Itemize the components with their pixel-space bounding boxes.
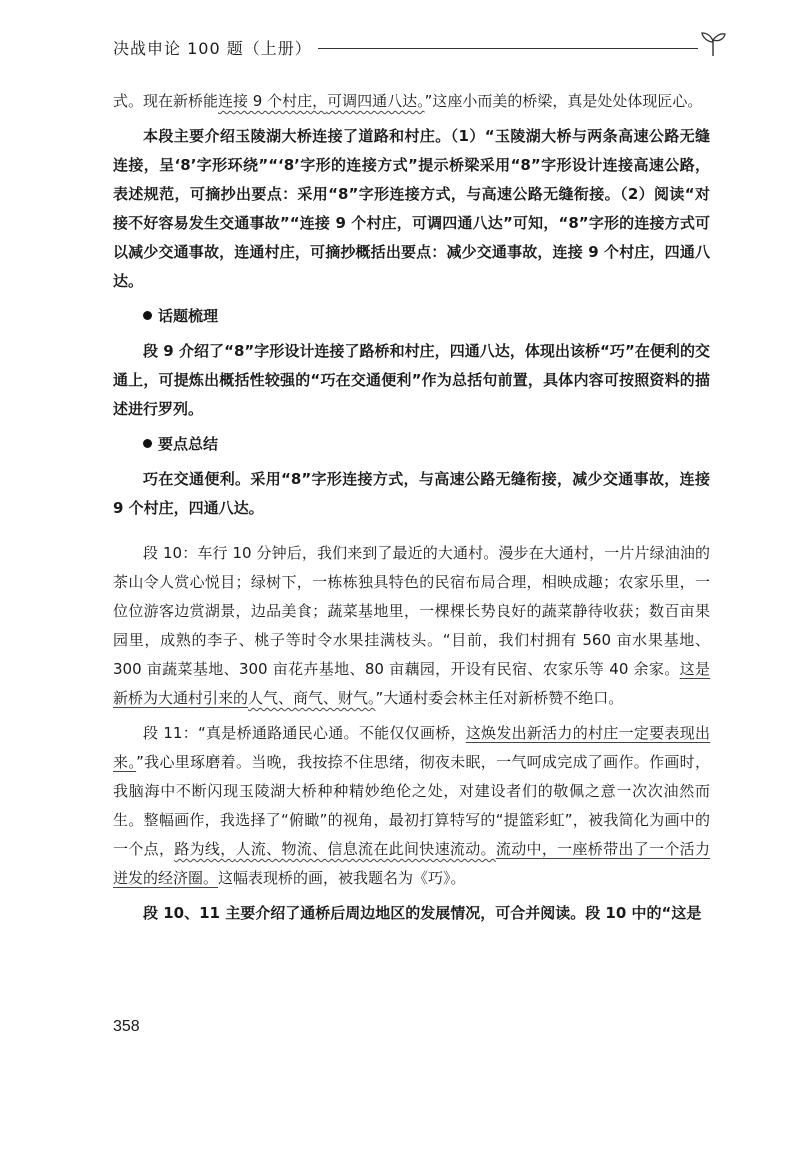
p1-text-d: ”这座小而美的桥梁，真是处处体现匠心。 [424, 92, 703, 110]
p1-underline-access: 可调四通八达。 [327, 92, 425, 110]
paragraph-1 [113, 87, 710, 116]
p11-underline-flows: 人流、物流、信息流在此间快速流动。 [235, 840, 496, 858]
bullet-dot-icon [143, 311, 152, 320]
p10-text-d: ”大通村委会林主任对新桥赞不绝口。 [375, 689, 624, 707]
section-gap [113, 529, 710, 539]
p10-text-a: 段 10：车行 10 分钟后，我们来到了最近的大通村。漫步在大通村，一片片绿油油的茶山令人赏心悦目；绿树下，一栋栋独具特色的民宿布局合理，相映成趣；农家乐里，一位位游客边赏湖景，边品美食；蔬菜基地里，一棵棵长势良好的蔬菜静待收获；数百亩果园里，成熟的李子、桃子等时令水果挂满枝头。“目前，我们村拥有 560 亩水果基地、300 亩蔬菜基地、300 亩花卉基地、80 亩藕园，开设有民宿、农家乐等 40 余家。 [113, 544, 710, 678]
p1-underline-connect: 连接 9 个村庄， [218, 92, 328, 110]
p10-underline-bridge: 这是新桥为大通村引来的 [113, 660, 710, 707]
page-body [113, 87, 710, 934]
bullet-topic [113, 302, 710, 331]
p11-underline-economy: 一座桥带出了一个活力迸发的经济圈。 [113, 840, 710, 887]
material-paragraph-10 [113, 539, 710, 713]
p10-underline-popularity: 人气、商气、财气。 [248, 689, 376, 707]
analysis-paragraph-3: 段 10、11 主要介绍了通桥后周边地区的发展情况，可合并阅读。段 10 中的“这是 [143, 904, 702, 922]
p11-underline-flowing: 流动中， [495, 840, 558, 858]
p11-text-a: 段 11：“真是桥通路通民心通。不能仅仅画桥， [143, 724, 466, 742]
p11-underline-road: 路为线， [174, 840, 236, 858]
sprout-icon [698, 28, 728, 58]
book-title: 决战申论 100 题（上册） [113, 36, 318, 59]
p11-text-h: 这幅表现桥的画，被我题名为《巧》。 [218, 869, 466, 887]
p1-text-a: 式。现在新桥能 [113, 92, 219, 110]
page-number: 358 [113, 1018, 140, 1035]
bullet-dot-icon [143, 439, 152, 448]
running-header [113, 32, 728, 62]
p11-underline-village: 这焕发出新活力的村庄一定要表现出来。 [113, 724, 710, 771]
analysis-paragraph-2: 段 9 介绍了“8”字形设计连接了路桥和村庄，四通八达，体现出该桥“巧”在便利的交通上，可提炼出概括性较强的“巧在交通便利”作为总括句前置，具体内容可按照资料的描述进行罗列。 [113, 342, 710, 418]
bullet-summary [113, 430, 710, 459]
material-paragraph-11 [113, 719, 710, 893]
bullet-topic-label: 话题梳理 [158, 307, 219, 325]
summary-paragraph: 巧在交通便利。采用“8”字形连接方式，与高速公路无缝衔接，减少交通事故，连接 9 个村庄，四通八达。 [113, 470, 710, 517]
bullet-summary-label: 要点总结 [158, 435, 219, 453]
analysis-paragraph-1: 本段主要介绍玉陵湖大桥连接了道路和村庄。（1）“玉陵湖大桥与两条高速公路无缝连接，呈‘8’字形环绕”“‘8’字形的连接方式”提示桥梁采用“8”字形设计连接高速公路，表述规范，可摘抄出要点：采用“8”字形连接方式，与高速公路无缝衔接。（2）阅读“对接不好容易发生交通事故”“连接 9 个村庄，可调四通八达”可知，“8”字形的连接方式可以减少交通事故，连通村庄，可摘抄概括出要点：减少交通事故，连接 9 个村庄，四通八达。 [113, 127, 710, 290]
p11-text-c: ”我心里琢磨着。当晚，我按捺不住思绪，彻夜未眠，一气呵成完成了画作。作画时，我脑海中不断闪现玉陵湖大桥种种精妙绝伦之处，对建设者们的敬佩之意一次次油然而生。整幅画作，我选择了“俯瞰”的视角，最初打算特写的“提篮彩虹”，被我简化为画中的一个点， [113, 753, 710, 858]
